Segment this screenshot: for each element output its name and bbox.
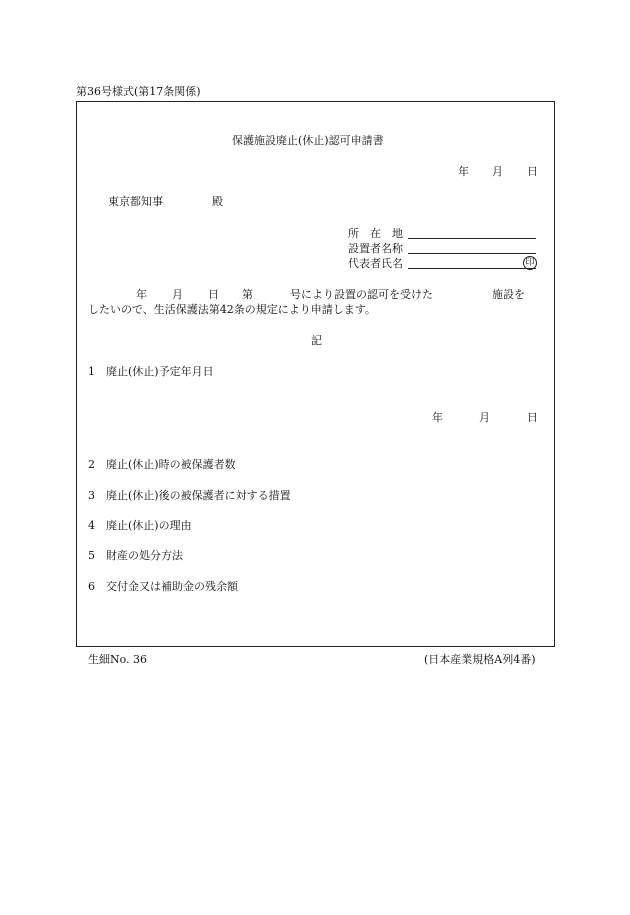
body-end: 施設を [492, 288, 525, 301]
item-4-label: 廃止(休止)の理由 [106, 519, 192, 532]
item-1-num: 1 [88, 365, 95, 378]
location-label: 所 在 地 [348, 227, 403, 240]
item-5-num: 5 [88, 549, 95, 562]
date-day-label: 日 [527, 165, 538, 178]
body-year: 年 [136, 288, 147, 301]
ki-heading: 記 [311, 334, 322, 347]
footer-paper-size: (日本産業規格A列4番) [424, 653, 536, 666]
form-label: 第36号様式(第17条関係) [76, 85, 201, 98]
item-2-num: 2 [88, 458, 95, 471]
item-3-label: 廃止(休止)後の被保護者に対する措置 [106, 489, 291, 502]
body-day: 日 [208, 288, 219, 301]
footer-form-code: 生細No. 36 [88, 653, 148, 666]
addressee-name: 東京都知事 [108, 195, 163, 208]
body-no: 第 [242, 288, 253, 301]
founder-label: 設置者名称 [348, 242, 403, 255]
body-mid: 号により設置の認可を受けた [290, 288, 433, 301]
item-1-month: 月 [479, 411, 490, 424]
item-1-year: 年 [432, 411, 443, 424]
item-1-label: 廃止(休止)予定年月日 [106, 365, 214, 378]
item-5-label: 財産の処分方法 [106, 549, 183, 562]
body-month: 月 [172, 288, 183, 301]
item-1-day: 日 [527, 411, 538, 424]
representative-label: 代表者氏名 [348, 257, 403, 270]
item-2-label: 廃止(休止)時の被保護者数 [106, 458, 236, 471]
addressee-honorific: 殿 [212, 195, 223, 208]
seal-mark: 印 [523, 256, 537, 270]
founder-line [408, 253, 536, 254]
location-line [408, 238, 536, 239]
item-6-num: 6 [88, 580, 95, 593]
item-3-num: 3 [88, 489, 95, 502]
body-line-2: したいので、生活保護法第42条の規定により申請します。 [88, 303, 376, 316]
date-month-label: 月 [492, 165, 503, 178]
item-6-label: 交付金又は補助金の残余額 [106, 580, 238, 593]
item-4-num: 4 [88, 519, 95, 532]
date-year-label: 年 [458, 165, 469, 178]
document-title: 保護施設廃止(休止)認可申請書 [232, 134, 384, 147]
representative-line [408, 268, 536, 269]
